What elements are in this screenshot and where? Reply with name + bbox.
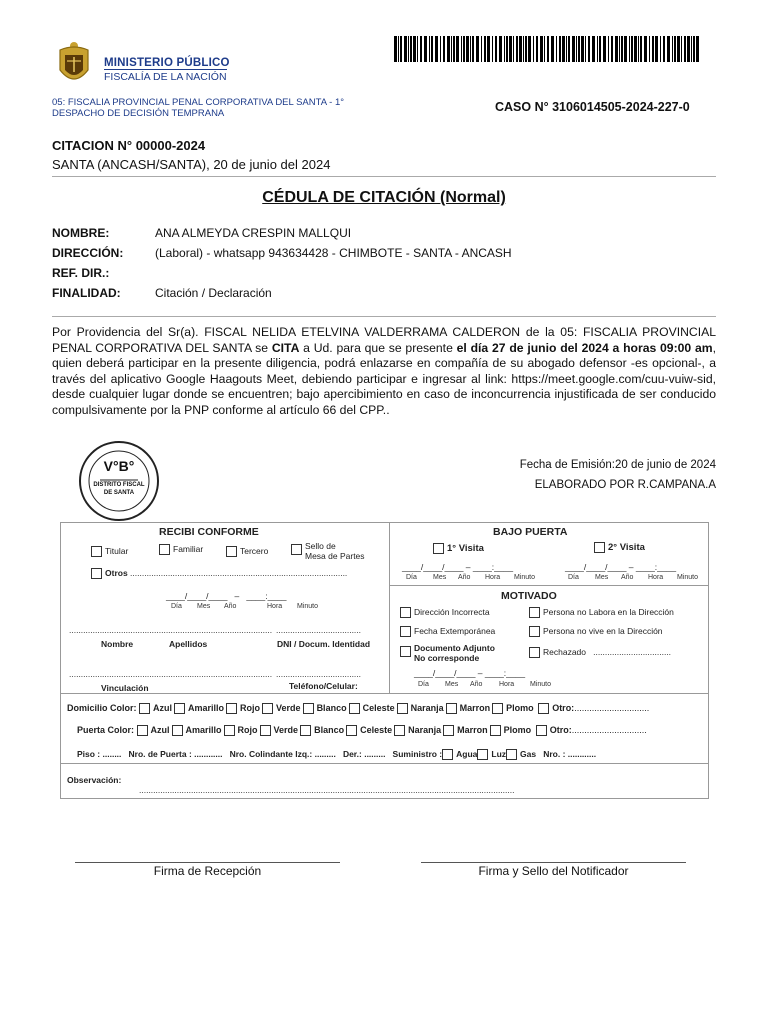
- visita1-checkbox[interactable]: [433, 543, 444, 554]
- barcode-bar: [684, 36, 686, 62]
- barcode-bar: [655, 36, 658, 62]
- rechazado-label: Rechazado: [543, 647, 587, 657]
- form-divider-obs: [61, 763, 708, 764]
- form-divider-colors: [61, 693, 708, 694]
- visita2-date-fields[interactable]: ____/____/____ – ____:____: [565, 562, 677, 572]
- visita1-date-fields[interactable]: ____/____/____ – ____:____: [402, 562, 514, 572]
- puerta-color-amarillo-checkbox[interactable]: [172, 725, 183, 736]
- barcode-bar: [481, 36, 482, 62]
- barcode-bar: [504, 36, 505, 62]
- puerta-color-amarillo-label: Amarillo: [185, 725, 222, 735]
- doc-adj-option[interactable]: [400, 643, 495, 663]
- gas-label: Gas: [520, 749, 537, 759]
- doc-adj-label: [414, 643, 495, 663]
- barcode-bar: [691, 36, 692, 62]
- office-line-2: DESPACHO DE DECISIÓN TEMPRANA: [52, 108, 225, 119]
- barcode-bar: [456, 36, 459, 62]
- minuto-label: Minuto: [297, 603, 319, 610]
- domicilio-otro-label: Otro:: [552, 703, 575, 713]
- barcode-bar: [499, 36, 502, 62]
- otros-label: Otros: [105, 568, 128, 578]
- m-minuto: Minuto: [530, 681, 552, 688]
- body-date: el día 27 de junio del 2024 a horas 09:00 am: [456, 340, 713, 355]
- telefono-line[interactable]: ....................................: [276, 669, 362, 679]
- no-vive-label: Persona no vive en la Dirección: [543, 626, 663, 636]
- case-value: 3106014505-2024-227-0: [552, 100, 690, 114]
- rechazado-option[interactable]: Rechazado .................................: [529, 647, 671, 658]
- barcode-bar: [585, 36, 586, 62]
- barcode-bar: [400, 36, 402, 62]
- otros-option[interactable]: Otros ............................................................................................: [91, 568, 347, 579]
- ministry-name: MINISTERIO PÚBLICO: [104, 57, 230, 69]
- hora-label: Hora: [267, 603, 283, 610]
- bajo-puerta-title: BAJO PUERTA: [493, 526, 568, 538]
- barcode-bar: [547, 36, 549, 62]
- dia-label: Día: [171, 603, 182, 610]
- barcode-bar: [413, 36, 416, 62]
- barcode-bar: [466, 36, 469, 62]
- ministry-crest-icon: [52, 40, 96, 90]
- barcode-bar: [619, 36, 620, 62]
- agua-label: Agua: [456, 749, 478, 759]
- barcode-bar: [536, 36, 538, 62]
- no-labora-label: Persona no Labora en la Dirección: [543, 607, 674, 617]
- suministro-label: Suministro :: [392, 749, 443, 759]
- citation-number-value: 00000-2024: [135, 138, 206, 153]
- visita2-label: 2° Visita: [608, 542, 645, 554]
- dni-line[interactable]: ....................................: [276, 625, 362, 635]
- domicilio-color-rojo-checkbox[interactable]: [226, 703, 237, 714]
- fiscalia-name: FISCALÍA DE LA NACIÓN: [104, 71, 227, 83]
- domicilio-color-azul-checkbox[interactable]: [139, 703, 150, 714]
- no-labora-checkbox[interactable]: [529, 607, 540, 618]
- domicilio-color-amarillo-checkbox[interactable]: [174, 703, 185, 714]
- barcode-bar: [540, 36, 543, 62]
- telefono-label: Teléfono/Celular:: [289, 681, 358, 691]
- luz-label: Luz: [491, 749, 507, 759]
- motivado-title: MOTIVADO: [501, 590, 557, 602]
- barcode-bar: [431, 36, 433, 62]
- tercero-label: Tercero: [240, 546, 269, 556]
- familiar-checkbox[interactable]: [159, 544, 170, 555]
- domicilio-color-verde-label: Verde: [276, 703, 301, 713]
- barcode-bar: [509, 36, 512, 62]
- citation-place-date: SANTA (ANCASH/SANTA), 20 de junio del 2024: [52, 157, 331, 172]
- no-vive-checkbox[interactable]: [529, 626, 540, 637]
- barcode-bar: [681, 36, 682, 62]
- barcode-bar: [408, 36, 409, 62]
- puerta-color-blanco-checkbox[interactable]: [300, 725, 311, 736]
- barcode-bar: [410, 36, 412, 62]
- m-hora: Hora: [499, 681, 515, 688]
- barcode-bar: [484, 36, 486, 62]
- nombre-label: NOMBRE:: [52, 226, 110, 240]
- barcode-bar: [429, 36, 430, 62]
- motivado-date-fields[interactable]: ____/____/____ – ____:____: [414, 668, 526, 678]
- barcode-bar: [513, 36, 514, 62]
- barcode-bar: [638, 36, 639, 62]
- m-anio: Año: [470, 681, 483, 688]
- doc-adj-label-1: Documento Adjunto: [414, 643, 495, 653]
- barcode-bar: [463, 36, 465, 62]
- no-vive-option[interactable]: [529, 626, 663, 637]
- v2-minuto: Minuto: [677, 574, 699, 581]
- piso-row: Piso : ........ Nro. de Puerta : ............ Nro. Colindante Izq.: ......... Der.: ......... Suministro : Agua Luz Gas Nro. : ............: [77, 749, 597, 759]
- tercero-checkbox[interactable]: [226, 546, 237, 557]
- barcode-bar: [608, 36, 609, 62]
- body-cita: CITA: [271, 340, 300, 355]
- barcode-bar: [672, 36, 673, 62]
- gas-checkbox[interactable]: [506, 749, 517, 760]
- barcode-bar: [660, 36, 661, 62]
- puerta-color-verde-checkbox[interactable]: [260, 725, 271, 736]
- barcode-bar: [435, 36, 438, 62]
- familiar-option[interactable]: [159, 544, 203, 555]
- puerta-color-plomo-label: Plomo: [503, 725, 532, 735]
- barcode-bar: [417, 36, 418, 62]
- barcode-bar: [581, 36, 584, 62]
- fecha-ext-label: Fecha Extemporánea: [414, 626, 496, 636]
- fecha-ext-option[interactable]: [400, 626, 495, 637]
- emission-date: Fecha de Emisión:20 de junio de 2024: [519, 459, 716, 471]
- stamp-line-2: DE SANTA: [103, 490, 135, 496]
- domicilio-color-blanco-checkbox[interactable]: [303, 703, 314, 714]
- barcode-bar: [424, 36, 427, 62]
- barcode-bar: [562, 36, 565, 62]
- barcode-bar: [599, 36, 601, 62]
- domicilio-color-plomo-checkbox[interactable]: [492, 703, 503, 714]
- domicilio-color-marron-label: Marron: [459, 703, 491, 713]
- domicilio-color-verde-checkbox[interactable]: [262, 703, 273, 714]
- form-divider-motivado: [389, 585, 708, 586]
- body-text-2: a Ud. para que se presente: [299, 340, 457, 355]
- puerta-color-azul-checkbox[interactable]: [137, 725, 148, 736]
- m-mes: Mes: [445, 681, 459, 688]
- recibi-date-fields[interactable]: ____/____/____ – ____:____: [166, 591, 287, 601]
- office-line-1: 05: FISCALIA PROVINCIAL PENAL CORPORATIVA DEL SANTA - 1°: [52, 97, 345, 108]
- sello-label: [305, 541, 365, 561]
- barcode: [394, 36, 704, 62]
- puerta-otro-label: Otro:: [549, 725, 572, 735]
- puerta-color-naranja-label: Naranja: [408, 725, 442, 735]
- stamp-line-1: DISTRITO FISCAL: [93, 482, 145, 488]
- barcode-bar: [470, 36, 471, 62]
- observacion-line[interactable]: ...............................................................................................................................................................: [139, 785, 515, 795]
- barcode-bar: [624, 36, 627, 62]
- nro-colindante-label: Nro. Colindante Izq.:: [229, 749, 313, 759]
- titular-checkbox[interactable]: [91, 546, 102, 557]
- v1-anio: Año: [458, 574, 471, 581]
- v1-mes: Mes: [433, 574, 447, 581]
- barcode-bar: [551, 36, 554, 62]
- barcode-bar: [603, 36, 606, 62]
- direccion-value: (Laboral) - whatsapp 943634428 - CHIMBOTE - SANTA - ANCASH: [155, 246, 512, 260]
- agua-checkbox[interactable]: [442, 749, 453, 760]
- barcode-bar: [652, 36, 654, 62]
- barcode-bar: [443, 36, 445, 62]
- recepcion-signature-line: [75, 862, 340, 863]
- barcode-bar: [568, 36, 570, 62]
- sello-option[interactable]: [291, 541, 365, 561]
- m-dia: Día: [418, 681, 429, 688]
- domicilio-color-azul-label: Azul: [153, 703, 173, 713]
- barcode-bar: [525, 36, 527, 62]
- elaborated-by: ELABORADO POR R.CAMPANA.A: [534, 479, 716, 491]
- luz-checkbox[interactable]: [477, 749, 488, 760]
- citation-body: [52, 325, 716, 418]
- v2-mes: Mes: [595, 574, 609, 581]
- barcode-bar: [631, 36, 633, 62]
- body-text-3: , quien deberá participar en la presente diligencia, podrá enlazarse en compañía de su abogado defensor -es opcional-, a través del aplicativo Google Haagouts Meet, debiendo participar e ingresar al link: https://meet.google.com/cuu-vuiw-sid, desde cualquier lugar donde se encuentren; bajo apercibimiento en caso de inconcurrencia injustificada de ser conducido compulsivamente por la PNP conforme al artículo 66 del CPP..: [52, 340, 716, 417]
- puerta-color-row: Puerta Color: Azul Amarillo Rojo Verde Blanco Celeste Naranja Marron Plomo Otro:..............................: [77, 725, 647, 735]
- divider: [52, 316, 716, 317]
- barcode-bar: [576, 36, 577, 62]
- barcode-bar: [472, 36, 474, 62]
- notificador-signature-line: [421, 862, 686, 863]
- v2-hora: Hora: [648, 574, 664, 581]
- puerta-color-celeste-checkbox[interactable]: [346, 725, 357, 736]
- form-nombre-label: Nombre: [101, 639, 134, 649]
- domicilio-color-label: Domicilio Color:: [67, 703, 137, 713]
- puerta-color-azul-label: Azul: [150, 725, 170, 735]
- barcode-bar: [519, 36, 522, 62]
- titular-label: Titular: [105, 546, 129, 556]
- barcode-bar: [615, 36, 618, 62]
- direccion-label: DIRECCIÓN:: [52, 246, 124, 260]
- case-label: CASO N°: [495, 100, 549, 114]
- barcode-bar: [644, 36, 647, 62]
- barcode-bar: [621, 36, 623, 62]
- no-labora-option[interactable]: [529, 607, 674, 618]
- familiar-label: Familiar: [173, 544, 204, 554]
- citation-number: [52, 138, 205, 153]
- puerta-color-marron-label: Marron: [457, 725, 488, 735]
- barcode-bar: [572, 36, 575, 62]
- barcode-bar: [523, 36, 524, 62]
- sello-label-1: Sello de: [305, 541, 336, 551]
- barcode-bar: [451, 36, 452, 62]
- barcode-bar: [492, 36, 493, 62]
- dir-incorrecta-option[interactable]: [400, 607, 490, 618]
- notification-form: [60, 522, 709, 799]
- vinculacion-label: Vinculación: [101, 683, 149, 693]
- domicilio-color-blanco-label: Blanco: [316, 703, 347, 713]
- barcode-bar: [696, 36, 699, 62]
- visita2-option[interactable]: [594, 542, 645, 553]
- domicilio-color-rojo-label: Rojo: [240, 703, 261, 713]
- barcode-bar: [495, 36, 497, 62]
- barcode-bar: [420, 36, 422, 62]
- barcode-bar: [440, 36, 441, 62]
- puerta-color-marron-checkbox[interactable]: [443, 725, 454, 736]
- barcode-bar: [677, 36, 680, 62]
- v1-minuto: Minuto: [514, 574, 536, 581]
- barcode-bar: [588, 36, 590, 62]
- nombre-line[interactable]: ......................................................................................: [69, 625, 273, 635]
- barcode-bar: [559, 36, 561, 62]
- v1-dia: Día: [406, 574, 417, 581]
- barcode-bar: [634, 36, 637, 62]
- divider: [52, 176, 716, 177]
- barcode-bar: [398, 36, 399, 62]
- fiscal-stamp-icon: [78, 440, 160, 522]
- barcode-bar: [693, 36, 695, 62]
- nro-label: Nro. :: [543, 749, 566, 759]
- puerta-color-celeste-label: Celeste: [360, 725, 393, 735]
- mes-label: Mes: [197, 603, 211, 610]
- barcode-bar: [566, 36, 567, 62]
- barcode-bar: [461, 36, 462, 62]
- barcode-bar: [629, 36, 630, 62]
- barcode-bar: [611, 36, 613, 62]
- barcode-bar: [476, 36, 479, 62]
- barcode-bar: [447, 36, 450, 62]
- finalidad-label: FINALIDAD:: [52, 286, 121, 300]
- citation-number-label: CITACION N°: [52, 138, 133, 153]
- barcode-bar: [640, 36, 642, 62]
- barcode-bar: [687, 36, 690, 62]
- puerta-otro-checkbox[interactable]: [536, 725, 547, 736]
- firma-notificador: Firma y Sello del Notificador: [478, 864, 629, 878]
- domicilio-color-celeste-checkbox[interactable]: [349, 703, 360, 714]
- puerta-color-blanco-label: Blanco: [314, 725, 345, 735]
- barcode-bar: [597, 36, 598, 62]
- visita2-checkbox[interactable]: [594, 542, 605, 553]
- barcode-bar: [404, 36, 407, 62]
- form-dni-label: DNI / Docum. Identidad: [277, 639, 371, 649]
- puerta-color-naranja-checkbox[interactable]: [394, 725, 405, 736]
- domicilio-color-celeste-label: Celeste: [362, 703, 395, 713]
- titular-option[interactable]: [91, 546, 128, 557]
- puerta-color-rojo-checkbox[interactable]: [224, 725, 235, 736]
- stamp-vb: V°B°: [103, 458, 135, 474]
- form-apellidos-label: Apellidos: [169, 639, 208, 649]
- barcode-bar: [663, 36, 665, 62]
- fecha-ext-checkbox[interactable]: [400, 626, 411, 637]
- office-name: [52, 97, 392, 119]
- form-divider-vertical: [389, 523, 390, 693]
- puerta-color-options: [137, 725, 534, 735]
- domicilio-color-naranja-label: Naranja: [410, 703, 444, 713]
- barcode-bar: [487, 36, 490, 62]
- observacion-label: Observación:: [67, 775, 122, 785]
- barcode-bar: [516, 36, 518, 62]
- dir-incorrecta-label: Dirección Incorrecta: [414, 607, 490, 617]
- anio-label: Año: [224, 603, 237, 610]
- document-title: CÉDULA DE CITACIÓN (Normal): [262, 189, 506, 206]
- visita1-option[interactable]: [433, 543, 484, 554]
- puerta-color-plomo-checkbox[interactable]: [490, 725, 501, 736]
- case-number: [495, 100, 690, 114]
- domicilio-color-plomo-label: Plomo: [506, 703, 534, 713]
- barcode-bar: [544, 36, 545, 62]
- body-text-1: Por Providencia del Sr(a). FISCAL NELIDA ETELVINA VALDERRAMA CALDERON de la 05: FISCALIA PROVINCIAL PENAL CORPORATIVA DEL SANTA se: [52, 325, 716, 355]
- finalidad-value: Citación / Declaración: [155, 286, 272, 300]
- piso-label: Piso :: [77, 749, 101, 759]
- domicilio-color-amarillo-label: Amarillo: [188, 703, 225, 713]
- nro-puerta-label: Nro. de Puerta :: [128, 749, 192, 759]
- firma-recepcion: Firma de Recepción: [153, 864, 262, 878]
- nombre-value: ANA ALMEYDA CRESPIN MALLQUI: [155, 226, 352, 240]
- domicilio-color-marron-checkbox[interactable]: [446, 703, 457, 714]
- barcode-bar: [528, 36, 531, 62]
- tercero-option[interactable]: [226, 546, 268, 557]
- sello-label-2: Mesa de Partes: [305, 551, 365, 561]
- puerta-color-label: Puerta Color:: [77, 725, 135, 735]
- doc-adj-label-2: No corresponde: [414, 653, 480, 663]
- barcode-bar: [667, 36, 670, 62]
- visita1-label: 1° Visita: [447, 543, 484, 555]
- der-label: Der.:: [342, 749, 362, 759]
- domicilio-color-naranja-checkbox[interactable]: [397, 703, 408, 714]
- barcode-bar: [674, 36, 676, 62]
- vinculacion-line[interactable]: ......................................................................................: [69, 669, 273, 679]
- barcode-bar: [592, 36, 595, 62]
- puerta-color-rojo-label: Rojo: [237, 725, 258, 735]
- v1-hora: Hora: [485, 574, 501, 581]
- rechazado-checkbox[interactable]: [529, 647, 540, 658]
- barcode-bar: [578, 36, 580, 62]
- barcode-bar: [533, 36, 534, 62]
- barcode-bar: [556, 36, 557, 62]
- domicilio-color-options: [139, 703, 536, 713]
- barcode-bar: [394, 36, 397, 62]
- refdir-label: REF. DIR.:: [52, 266, 110, 280]
- recibi-conforme-title: RECIBI CONFORME: [159, 526, 259, 538]
- sello-checkbox[interactable]: [291, 544, 302, 555]
- domicilio-otro-checkbox[interactable]: [538, 703, 549, 714]
- v2-dia: Día: [568, 574, 579, 581]
- barcode-bar: [453, 36, 455, 62]
- otros-checkbox[interactable]: [91, 568, 102, 579]
- doc-adj-checkbox[interactable]: [400, 646, 411, 657]
- dir-incorrecta-checkbox[interactable]: [400, 607, 411, 618]
- barcode-bar: [506, 36, 508, 62]
- v2-anio: Año: [621, 574, 634, 581]
- domicilio-color-row: Domicilio Color: Azul Amarillo Rojo Verde Blanco Celeste Naranja Marron Plomo Otro:..............................: [67, 703, 650, 713]
- barcode-bar: [649, 36, 650, 62]
- puerta-color-verde-label: Verde: [273, 725, 299, 735]
